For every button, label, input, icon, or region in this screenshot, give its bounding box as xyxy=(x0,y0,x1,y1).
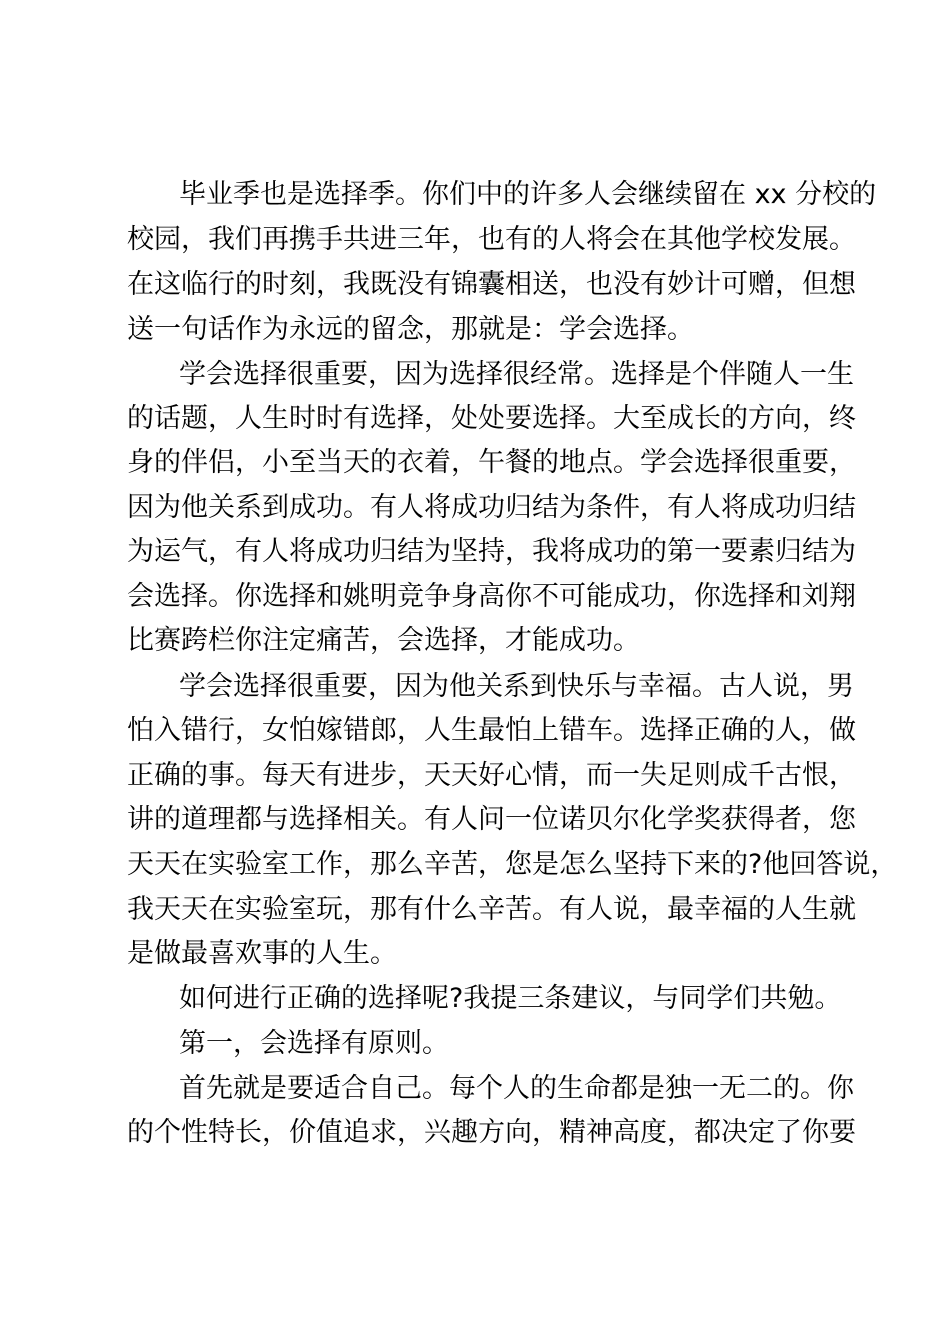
paragraph-2-line-4: 因为他关系到成功。有人将成功归结为条件，有人将成功归结 xyxy=(127,492,856,523)
paragraph-3-line-1: 学会选择很重要，因为他关系到快乐与幸福。古人说，男 xyxy=(179,671,854,702)
paragraph-3-line-7: 是做最喜欢事的人生。 xyxy=(127,938,397,969)
paragraph-2-line-2: 的话题，人生时时有选择，处处要选择。大至成长的方向，终 xyxy=(127,403,856,434)
paragraph-3-line-6: 我天天在实验室玩，那有什么辛苦。有人说，最幸福的人生就 xyxy=(127,894,856,925)
paragraph-2-line-1: 学会选择很重要，因为选择很经常。选择是个伴随人一生 xyxy=(179,359,854,390)
paragraph-4-line-1: 如何进行正确的选择呢?我提三条建议，与同学们共勉。 xyxy=(179,983,842,1014)
paragraph-2-line-7: 比赛跨栏你注定痛苦，会选择，才能成功。 xyxy=(127,625,640,656)
paragraph-3-line-3: 正确的事。每天有进步，天天好心情，而一失足则成千古恨， xyxy=(127,760,856,791)
paragraph-3-line-4: 讲的道理都与选择相关。有人问一位诺贝尔化学奖获得者，您 xyxy=(127,804,856,835)
paragraph-1-line-2: 校园，我们再携手共进三年，也有的人将会在其他学校发展。 xyxy=(127,224,856,255)
paragraph-2-line-5: 为运气，有人将成功归结为坚持，我将成功的第一要素归结为 xyxy=(127,536,856,567)
paragraph-1-line-1: 毕业季也是选择季。你们中的许多人会继续留在 xx 分校的 xyxy=(179,179,877,210)
paragraph-6-line-1: 首先就是要适合自己。每个人的生命都是独一无二的。你 xyxy=(179,1073,854,1104)
paragraph-1-line-3: 在这临行的时刻，我既没有锦囊相送，也没有妙计可赠，但想 xyxy=(127,269,856,300)
paragraph-5-line-1: 第一，会选择有原则。 xyxy=(179,1028,449,1059)
paragraph-6-line-2: 的个性特长，价值追求，兴趣方向，精神高度，都决定了你要 xyxy=(127,1117,856,1148)
paragraph-3-line-5: 天天在实验室工作，那么辛苦，您是怎么坚持下来的?他回答说， xyxy=(127,849,898,880)
paragraph-3-line-2: 怕入错行，女怕嫁错郎，人生最怕上错车。选择正确的人，做 xyxy=(127,715,856,746)
paragraph-2-line-3: 身的伴侣，小至当天的衣着，午餐的地点。学会选择很重要， xyxy=(127,447,856,478)
paragraph-2-line-6: 会选择。你选择和姚明竞争身高你不可能成功，你选择和刘翔 xyxy=(127,581,856,612)
paragraph-1-line-4: 送一句话作为永远的留念，那就是：学会选择。 xyxy=(127,314,694,345)
